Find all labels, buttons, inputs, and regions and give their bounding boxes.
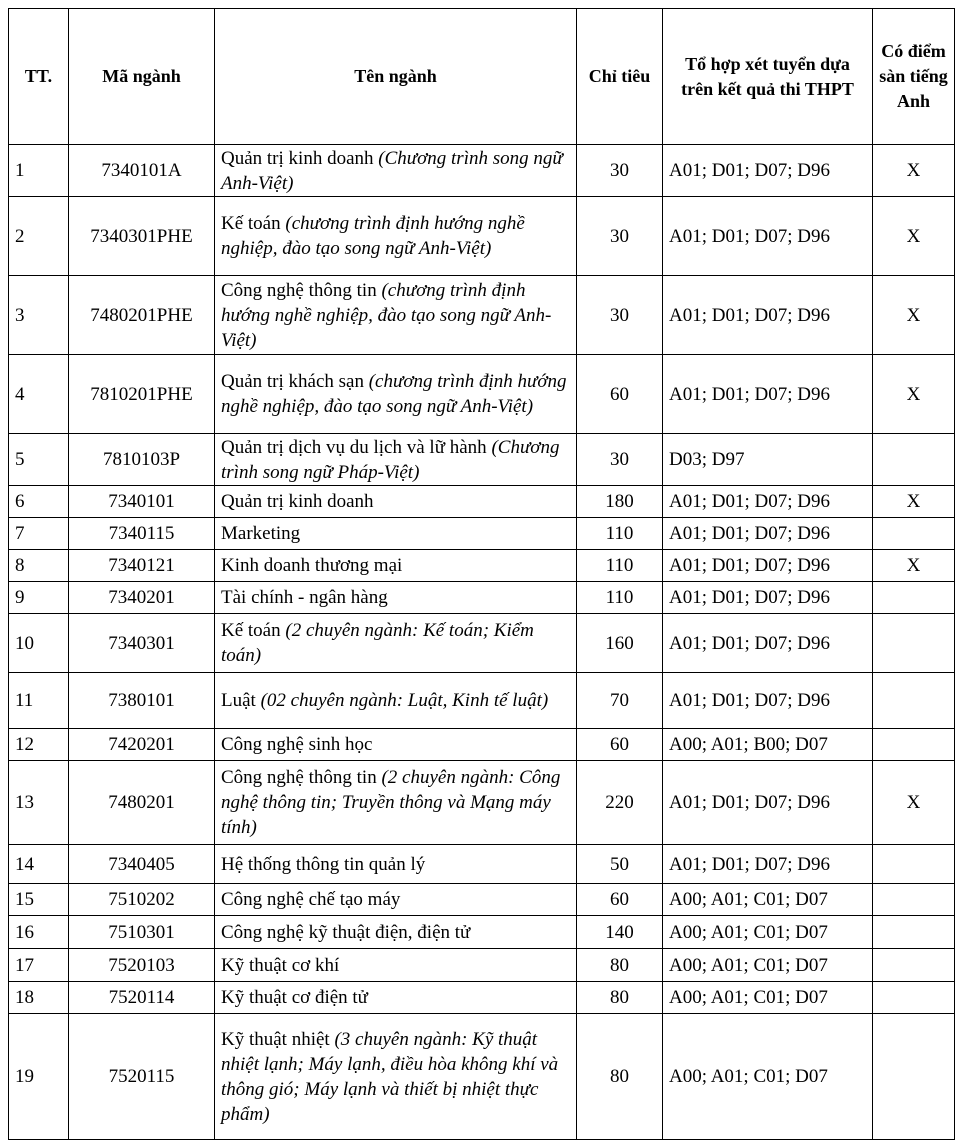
row-name: Quản trị dịch vụ du lịch và lữ hành bbox=[221, 436, 487, 458]
row-combo: D03; D97 bbox=[663, 434, 873, 486]
row-name: Kỹ thuật cơ điện tử bbox=[221, 987, 368, 1008]
row-code: 7340301PHE bbox=[69, 197, 215, 276]
row-name: Công nghệ sinh học bbox=[221, 734, 373, 755]
row-name-note: (Chương trình song ngữ Anh-Việt) bbox=[221, 147, 563, 194]
row-name-cell bbox=[215, 550, 577, 582]
row-name-note: (3 chuyên ngành: Kỹ thuật nhiệt lạnh; Máy lạnh, điều hòa không khí và thông gió; Máy lạnh và thiết bị nhiệt thực phẩm) bbox=[221, 1028, 559, 1125]
row-quota: 110 bbox=[577, 518, 663, 550]
row-name: Công nghệ thông tin bbox=[221, 279, 377, 301]
table-row bbox=[9, 1014, 955, 1140]
row-name-cell bbox=[215, 845, 577, 884]
row-tt: 10 bbox=[9, 614, 69, 673]
row-name-cell bbox=[215, 673, 577, 729]
row-name: Hệ thống thông tin quản lý bbox=[221, 853, 426, 875]
row-english-mark: X bbox=[873, 761, 955, 845]
row-code: 7340121 bbox=[69, 550, 215, 582]
row-name-cell bbox=[215, 276, 577, 355]
row-name-cell bbox=[215, 614, 577, 673]
admission-table bbox=[8, 8, 955, 1140]
row-code: 7520103 bbox=[69, 949, 215, 982]
row-quota: 30 bbox=[577, 276, 663, 355]
row-english-mark bbox=[873, 729, 955, 761]
row-quota: 80 bbox=[577, 982, 663, 1014]
row-english-mark: X bbox=[873, 550, 955, 582]
row-name: Kế toán bbox=[221, 620, 281, 641]
row-english-mark bbox=[873, 518, 955, 550]
row-name-note: (chương trình định hướng nghề nghiệp, đào tạo song ngữ Anh-Việt) bbox=[221, 371, 567, 417]
row-name: Marketing bbox=[221, 523, 301, 544]
row-code: 7340405 bbox=[69, 845, 215, 884]
row-quota: 180 bbox=[577, 486, 663, 518]
row-combo: A01; D01; D07; D96 bbox=[663, 550, 873, 582]
table-row bbox=[9, 550, 955, 582]
row-name-cell bbox=[215, 145, 577, 197]
row-combo: A00; A01; C01; D07 bbox=[663, 916, 873, 949]
row-name-cell bbox=[215, 982, 577, 1014]
row-english-mark bbox=[873, 949, 955, 982]
table-row bbox=[9, 434, 955, 486]
row-tt: 15 bbox=[9, 884, 69, 916]
row-code: 7340101 bbox=[69, 486, 215, 518]
table-row bbox=[9, 582, 955, 614]
row-combo: A00; A01; C01; D07 bbox=[663, 884, 873, 916]
row-code: 7510301 bbox=[69, 916, 215, 949]
header-row bbox=[9, 9, 955, 145]
table-row bbox=[9, 916, 955, 949]
header-tt: TT. bbox=[9, 9, 69, 145]
row-tt: 4 bbox=[9, 355, 69, 434]
row-name-cell bbox=[215, 949, 577, 982]
row-name: Quản trị khách sạn bbox=[221, 371, 364, 392]
row-combo: A01; D01; D07; D96 bbox=[663, 355, 873, 434]
table-row bbox=[9, 845, 955, 884]
row-tt: 6 bbox=[9, 486, 69, 518]
row-name-note: (2 chuyên ngành: Công nghệ thông tin; Truyền thông và Mạng máy tính) bbox=[221, 767, 561, 838]
table-body bbox=[9, 145, 955, 1140]
row-name-note: (chương trình định hướng nghề nghiệp, đào tạo song ngữ Anh-Việt) bbox=[221, 213, 525, 259]
row-english-mark bbox=[873, 673, 955, 729]
table-row bbox=[9, 949, 955, 982]
table-row bbox=[9, 673, 955, 729]
row-combo: A01; D01; D07; D96 bbox=[663, 145, 873, 197]
row-combo: A01; D01; D07; D96 bbox=[663, 518, 873, 550]
row-english-mark bbox=[873, 1014, 955, 1140]
row-tt: 11 bbox=[9, 673, 69, 729]
row-combo: A01; D01; D07; D96 bbox=[663, 673, 873, 729]
row-name: Công nghệ kỹ thuật điện, điện tử bbox=[221, 921, 471, 943]
row-name-cell bbox=[215, 355, 577, 434]
row-quota: 60 bbox=[577, 355, 663, 434]
row-code: 7510202 bbox=[69, 884, 215, 916]
table-row bbox=[9, 145, 955, 197]
row-name: Luật bbox=[221, 690, 256, 711]
row-name-cell bbox=[215, 729, 577, 761]
row-tt: 14 bbox=[9, 845, 69, 884]
row-name: Tài chính - ngân hàng bbox=[221, 587, 388, 608]
row-english-mark bbox=[873, 845, 955, 884]
row-tt: 5 bbox=[9, 434, 69, 486]
table-row bbox=[9, 355, 955, 434]
row-code: 7340301 bbox=[69, 614, 215, 673]
header-code: Mã ngành bbox=[69, 9, 215, 145]
row-tt: 2 bbox=[9, 197, 69, 276]
row-english-mark bbox=[873, 434, 955, 486]
row-english-mark bbox=[873, 582, 955, 614]
row-name-cell bbox=[215, 518, 577, 550]
row-combo: A00; A01; B00; D07 bbox=[663, 729, 873, 761]
row-english-mark: X bbox=[873, 355, 955, 434]
header-english: Có điểm sàn tiếng Anh bbox=[873, 9, 955, 145]
row-combo: A00; A01; C01; D07 bbox=[663, 982, 873, 1014]
row-name-cell bbox=[215, 486, 577, 518]
row-combo: A01; D01; D07; D96 bbox=[663, 845, 873, 884]
row-tt: 17 bbox=[9, 949, 69, 982]
row-quota: 140 bbox=[577, 916, 663, 949]
row-code: 7520115 bbox=[69, 1014, 215, 1140]
row-combo: A01; D01; D07; D96 bbox=[663, 276, 873, 355]
row-english-mark: X bbox=[873, 197, 955, 276]
row-quota: 60 bbox=[577, 884, 663, 916]
row-name-note: (02 chuyên ngành: Luật, Kinh tế luật) bbox=[260, 690, 549, 711]
row-tt: 13 bbox=[9, 761, 69, 845]
row-quota: 30 bbox=[577, 434, 663, 486]
row-tt: 7 bbox=[9, 518, 69, 550]
row-tt: 9 bbox=[9, 582, 69, 614]
row-name-note: (chương trình định hướng nghề nghiệp, đào tạo song ngữ Anh-Việt) bbox=[221, 279, 552, 351]
table-row bbox=[9, 197, 955, 276]
row-code: 7340115 bbox=[69, 518, 215, 550]
table-row bbox=[9, 276, 955, 355]
row-code: 7380101 bbox=[69, 673, 215, 729]
row-quota: 30 bbox=[577, 145, 663, 197]
table-row bbox=[9, 486, 955, 518]
row-quota: 80 bbox=[577, 1014, 663, 1140]
row-quota: 110 bbox=[577, 550, 663, 582]
row-tt: 1 bbox=[9, 145, 69, 197]
table-row bbox=[9, 761, 955, 845]
row-code: 7810201PHE bbox=[69, 355, 215, 434]
row-name: Quản trị kinh doanh bbox=[221, 147, 374, 169]
row-name-note: (Chương trình song ngữ Pháp-Việt) bbox=[221, 436, 560, 483]
row-english-mark bbox=[873, 916, 955, 949]
row-name-cell bbox=[215, 434, 577, 486]
row-code: 7340101A bbox=[69, 145, 215, 197]
row-tt: 3 bbox=[9, 276, 69, 355]
row-name: Quản trị kinh doanh bbox=[221, 491, 374, 512]
row-code: 7520114 bbox=[69, 982, 215, 1014]
table-row bbox=[9, 884, 955, 916]
row-english-mark bbox=[873, 614, 955, 673]
row-combo: A01; D01; D07; D96 bbox=[663, 582, 873, 614]
header-combo: Tổ hợp xét tuyển dựa trên kết quả thi THPT bbox=[663, 9, 873, 145]
row-english-mark: X bbox=[873, 276, 955, 355]
row-english-mark: X bbox=[873, 145, 955, 197]
row-tt: 16 bbox=[9, 916, 69, 949]
row-code: 7810103P bbox=[69, 434, 215, 486]
row-name: Kinh doanh thương mại bbox=[221, 555, 403, 576]
row-name: Kế toán bbox=[221, 213, 281, 234]
row-name: Kỹ thuật nhiệt bbox=[221, 1028, 330, 1050]
row-name-cell bbox=[215, 197, 577, 276]
row-code: 7480201 bbox=[69, 761, 215, 845]
row-name-cell bbox=[215, 761, 577, 845]
row-name: Kỹ thuật cơ khí bbox=[221, 954, 340, 976]
row-quota: 80 bbox=[577, 949, 663, 982]
row-quota: 70 bbox=[577, 673, 663, 729]
row-tt: 12 bbox=[9, 729, 69, 761]
row-name-cell bbox=[215, 582, 577, 614]
row-quota: 30 bbox=[577, 197, 663, 276]
row-name-cell bbox=[215, 1014, 577, 1140]
row-name-cell bbox=[215, 916, 577, 949]
row-tt: 8 bbox=[9, 550, 69, 582]
table-row bbox=[9, 518, 955, 550]
row-name-note: (2 chuyên ngành: Kế toán; Kiểm toán) bbox=[221, 620, 534, 666]
row-tt: 18 bbox=[9, 982, 69, 1014]
row-combo: A00; A01; C01; D07 bbox=[663, 949, 873, 982]
row-quota: 220 bbox=[577, 761, 663, 845]
row-english-mark bbox=[873, 982, 955, 1014]
row-quota: 110 bbox=[577, 582, 663, 614]
row-combo: A01; D01; D07; D96 bbox=[663, 761, 873, 845]
header-name: Tên ngành bbox=[215, 9, 577, 145]
table-row bbox=[9, 729, 955, 761]
row-quota: 50 bbox=[577, 845, 663, 884]
row-english-mark: X bbox=[873, 486, 955, 518]
row-tt: 19 bbox=[9, 1014, 69, 1140]
row-name: Công nghệ chế tạo máy bbox=[221, 889, 401, 910]
header-quota: Chỉ tiêu bbox=[577, 9, 663, 145]
row-quota: 160 bbox=[577, 614, 663, 673]
row-code: 7340201 bbox=[69, 582, 215, 614]
row-combo: A00; A01; C01; D07 bbox=[663, 1014, 873, 1140]
table-row bbox=[9, 982, 955, 1014]
row-name: Công nghệ thông tin bbox=[221, 767, 377, 788]
row-combo: A01; D01; D07; D96 bbox=[663, 197, 873, 276]
row-english-mark bbox=[873, 884, 955, 916]
row-combo: A01; D01; D07; D96 bbox=[663, 614, 873, 673]
row-name-cell bbox=[215, 884, 577, 916]
row-combo: A01; D01; D07; D96 bbox=[663, 486, 873, 518]
row-quota: 60 bbox=[577, 729, 663, 761]
row-code: 7480201PHE bbox=[69, 276, 215, 355]
table-row bbox=[9, 614, 955, 673]
row-code: 7420201 bbox=[69, 729, 215, 761]
